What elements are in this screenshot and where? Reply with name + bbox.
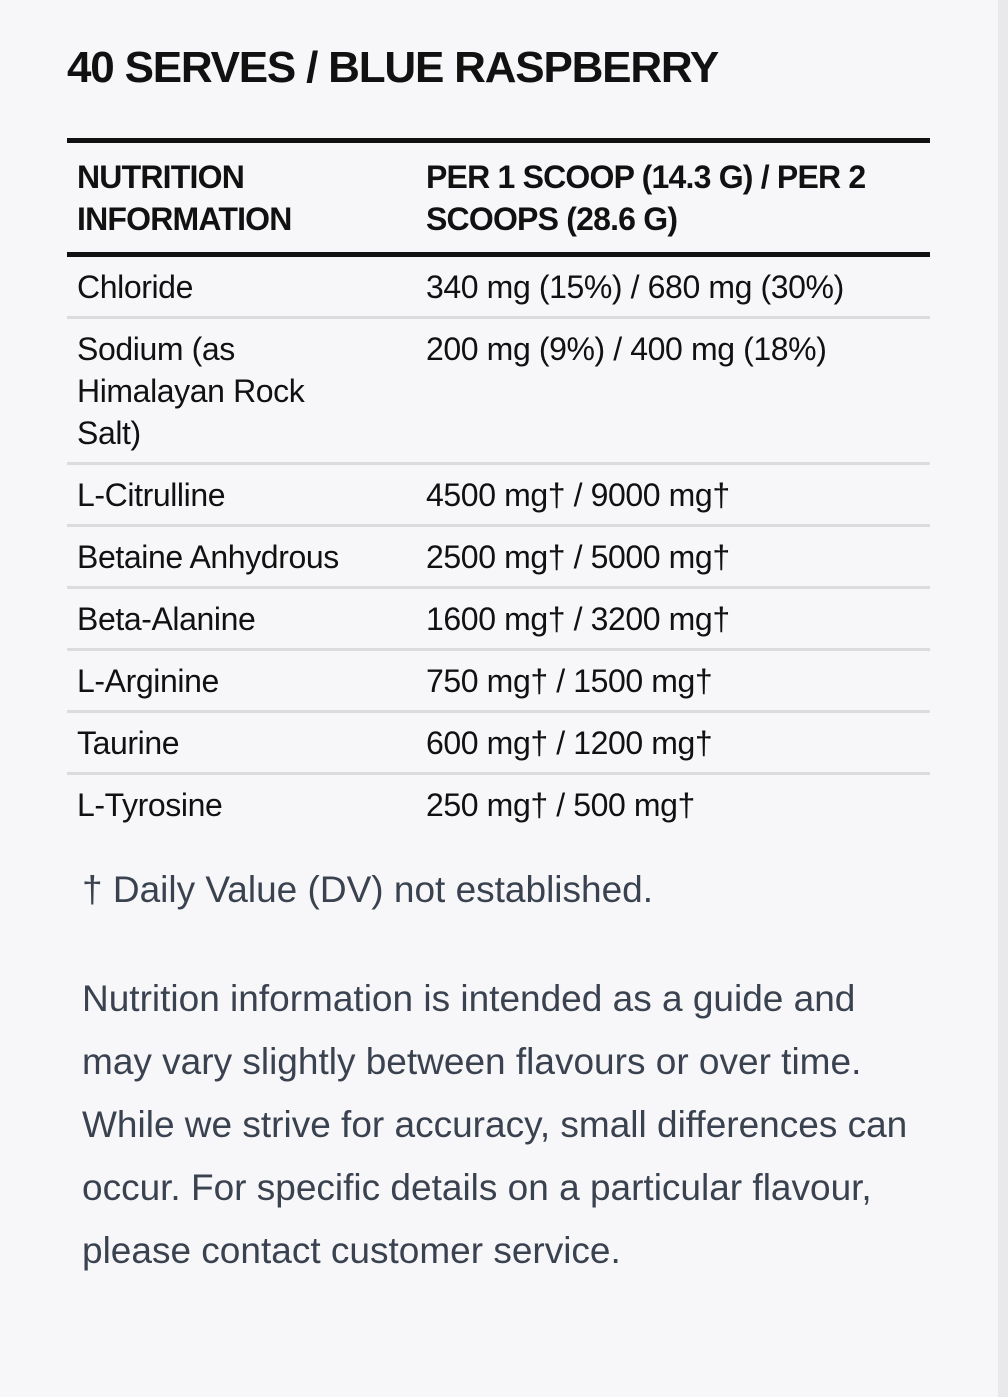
table-row bbox=[67, 588, 930, 650]
nutrient-name: Beta-Alanine bbox=[77, 601, 256, 637]
nutrition-disclaimer: Nutrition information is intended as a guide and may vary slightly between flavours or over time. While we strive for accuracy, small differences can occur. For specific details on a particular flavour, please contact customer service. bbox=[82, 978, 908, 1271]
nutrient-name: L-Tyrosine bbox=[77, 787, 223, 823]
page-title: 40 SERVES / BLUE RASPBERRY bbox=[67, 43, 718, 92]
table-row bbox=[67, 318, 930, 464]
nutrient-name: L-Arginine bbox=[77, 663, 219, 699]
table-row bbox=[67, 712, 930, 774]
table-row bbox=[67, 774, 930, 835]
table-row bbox=[67, 526, 930, 588]
nutrient-value: 1600 mg† / 3200 mg† bbox=[426, 601, 730, 637]
table-row bbox=[67, 650, 930, 712]
nutrition-table-container bbox=[67, 138, 930, 834]
nutrient-value: 750 mg† / 1500 mg† bbox=[426, 663, 713, 699]
nutrient-value: 340 mg (15%) / 680 mg (30%) bbox=[426, 269, 844, 305]
nutrient-name: Sodium (as Himalayan Rock Salt) bbox=[77, 331, 305, 451]
daily-value-footnote: † Daily Value (DV) not established. bbox=[82, 869, 654, 910]
header-serving-size: PER 1 SCOOP (14.3 G) / PER 2 SCOOPS (28.6 G) bbox=[426, 159, 866, 237]
nutrition-table bbox=[67, 138, 930, 834]
nutrient-name: Taurine bbox=[77, 725, 180, 761]
nutrient-name: L-Citrulline bbox=[77, 477, 226, 513]
nutrient-value: 200 mg (9%) / 400 mg (18%) bbox=[426, 331, 827, 367]
table-row bbox=[67, 255, 930, 318]
table-header-row bbox=[67, 141, 930, 255]
nutrient-name: Betaine Anhydrous bbox=[77, 539, 339, 575]
nutrient-value: 2500 mg† / 5000 mg† bbox=[426, 539, 730, 575]
table-row bbox=[67, 464, 930, 526]
nutrient-value: 4500 mg† / 9000 mg† bbox=[426, 477, 730, 513]
nutrient-value: 250 mg† / 500 mg† bbox=[426, 787, 695, 823]
header-nutrition-information: NUTRITION INFORMATION bbox=[77, 159, 292, 237]
page-edge bbox=[998, 0, 1008, 1397]
nutrient-value: 600 mg† / 1200 mg† bbox=[426, 725, 713, 761]
nutrient-name: Chloride bbox=[77, 269, 193, 305]
